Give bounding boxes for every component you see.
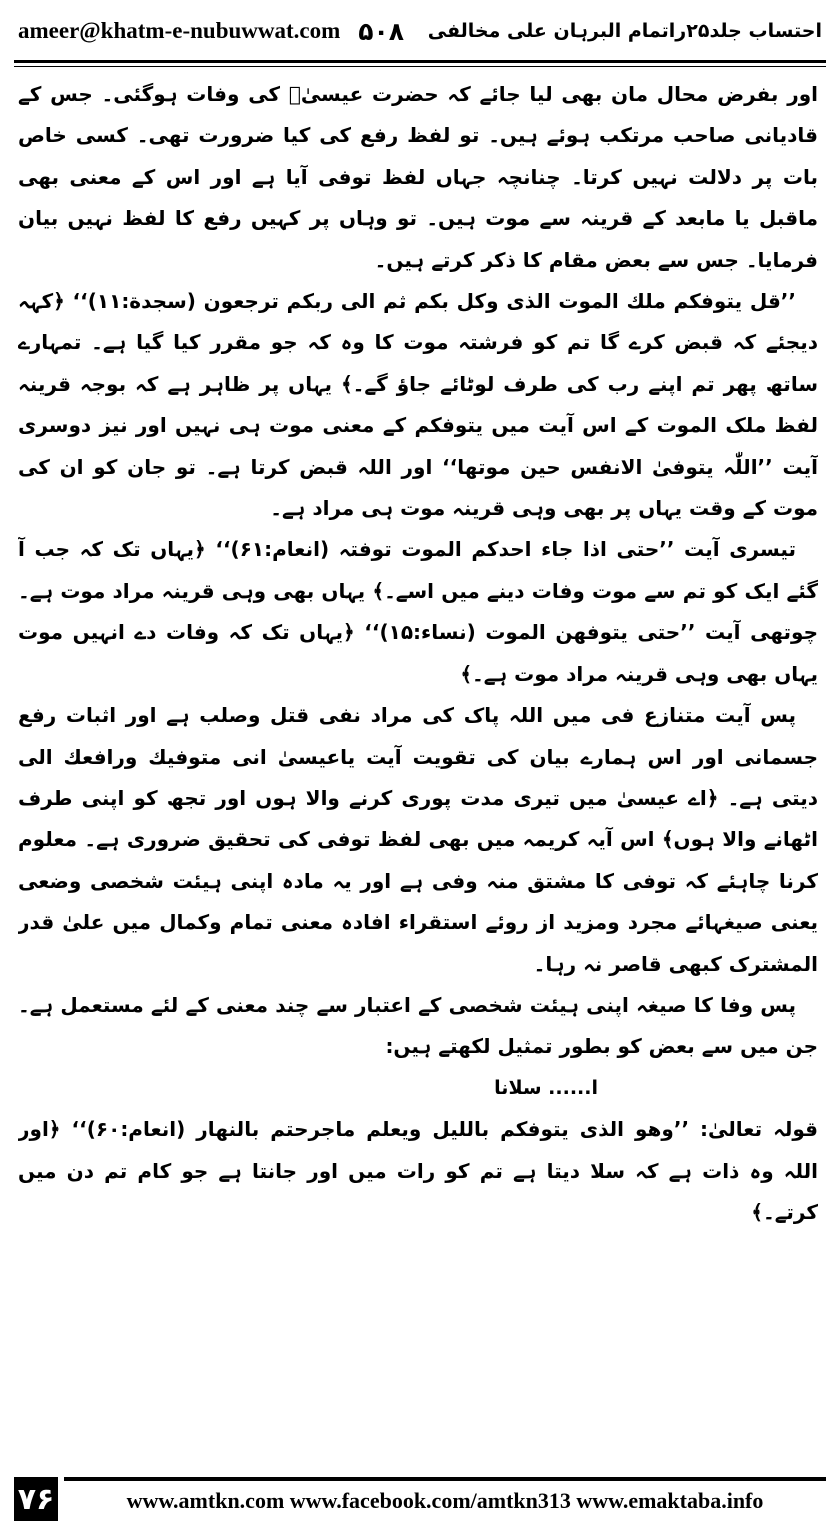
paragraph-1: اور بفرض محال مان بھی لیا جائے کہ حضرت عیسیٰؑ کی وفات ہوگئی۔ جس کے قادیانی صاحب مرتکب ہوئے ہیں۔ تو لفظ رفع کی کیا ضرورت تھی۔ کسی خاص بات پر دلالت نہیں کرتا۔ چنانچہ جہاں لفظ توفی آیا ہے اور اس کے معنی بھی ماقبل یا مابعد کے قرینہ سے موت ہیں۔ تو وہاں پر کہیں رفع کا لفظ نہیں بیان فرمایا۔ جس سے بعض مقام کا ذکر کرتے ہیں۔ [18,82,818,272]
header-left [18,17,404,46]
header-email: ameer@khatm-e-nubuwwat.com [18,18,341,43]
list-item: ا...... سلانا [494,1076,598,1099]
paragraph-3: تیسری آیت ’’حتی اذا جاء احدکم الموت توفتہ (انعام:۶۱)‘‘ ﴿یہاں تک کہ جب آ گئے ایک کو تم سے موت وفات دینے میں اسے۔﴾ یہاں بھی وہی قرینہ مراد موت ہے۔ چوتھی آیت ’’حتی یتوفھن الموت (نساء:۱۵)‘‘ ﴿یہاں تک کہ وفات دے انہیں موت یہاں بھی وہی قرینہ مراد موت ہے۔﴾ [18,537,818,686]
page-header [18,6,822,56]
page-footer [14,1476,826,1522]
paragraph-5: پس وفا کا صیغہ اپنی ہیئت شخصی کے اعتبار سے چند معنی کے لئے مستعمل ہے۔ جن میں سے بعض کو بطور تمثیل لکھتے ہیں: [18,992,818,1059]
body-text [18,74,818,1460]
header-rule [14,60,826,67]
header-page-number: ۵۰۸ [358,16,405,46]
paragraph-2: ’’قل یتوفکم ملك الموت الذی وکل بکم ثم الی ربکم ترجعون (سجدة:۱۱)‘‘ ﴿کہہ دیجئے کہ قبض کرے گا تم کو فرشتہ موت کا وہ کہ جو مقرر کیا گیا ہے۔ تمہارے ساتھ پھر تم اپنے رب کی طرف لوٹائے جاؤ گے۔﴾ یہاں پر ظاہر ہے کہ بوجہ قرینہ لفظ ملک الموت کے اس آیت میں یتوفکم کے معنی موت ہی نہیں اور نیز دوسری آیت ’’اللّٰہ یتوفیٰ الانفس حین موتھا‘‘ اور اللہ قبض کرتا ہے۔ تو جان کو ان کی موت کے وقت یہاں پر بھی وہی قرینہ موت ہی مراد ہے۔ [18,289,818,521]
header-title: احتساب جلد۲۵راتمام البرہان علی مخالفی [427,20,822,42]
closing-paragraph: قولہ تعالیٰ: ’’وھو الذی یتوفکم باللیل ویعلم ماجرحتم بالنھار (انعام:۶۰)‘‘ ﴿اور اللہ وہ ذات ہے کہ سلا دیتا ہے تم کو رات میں اور جانتا ہے جو کام تم دن میں کرتے۔﴾ [18,1117,818,1224]
footer-links: www.amtkn.com www.facebook.com/amtkn313 www.emaktaba.info [64,1477,826,1521]
paragraph-4: پس آیت متنازع فی میں اللہ پاک کی مراد نفی قتل وصلب ہے اور اثبات رفع جسمانی اور اس ہمارے بیان کی تقویت آیت یاعیسیٰ انی متوفیك ورافعك الی دیتی ہے۔ ﴿اے عیسیٰ میں تیری مدت پوری کرنے والا ہوں اور تجھ کو اپنی طرف اٹھانے والا ہوں﴾ اس آیہ کریمہ میں بھی لفظ توفی کی تحقیق ضروری ہے۔ معلوم کرنا چاہئے کہ توفی کا مشتق منہ وفی ہے اور یہ مادہ اپنی ہیئت شخصی وضعی یعنی صیغہائے مجرد ومزید از روئے استقراء افادہ معنی تمام وکمال میں علیٰ قدر المشترک کبھی قاصر نہ رہا۔ [18,703,818,976]
folio-number: ۷۶ [14,1477,58,1521]
